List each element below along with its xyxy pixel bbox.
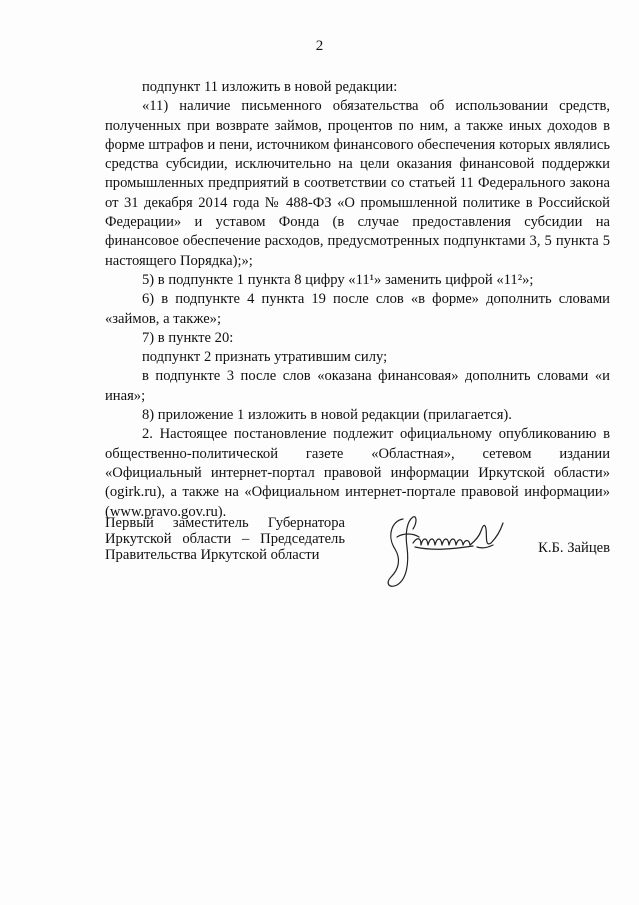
page-number: 2 [315, 38, 324, 54]
signer-title-line: Иркутской области – Председатель [105, 531, 345, 547]
paragraph: 8) приложение 1 изложить в новой редакции (прилагается). [142, 407, 512, 424]
signer-title-line: Первый заместитель Губернатора [105, 515, 345, 531]
paragraph: 2. Настоящее постановление подлежит официальному опубликованию в общественно-политической газете «Областная», сетевом издании «Официальный интернет-портал правовой информации Иркутской области» (ogirk.ru), а также на «Официальном интернет-портале правовой информации» (www.pravo.gov.ru). [105, 426, 610, 520]
handwritten-signature [373, 507, 523, 592]
paragraph: в подпункте 3 после слов «оказана финансовая» дополнить словами «и иная»; [105, 368, 610, 404]
document-body [105, 78, 610, 522]
signature-block [105, 515, 610, 595]
paragraph: «11) наличие письменного обязательства об использовании средств, полученных при возврате займов, процентов по ним, а также иных доходов в форме штрафов и пени, источником финансового обеспечения которых являлись средства субсидии, исключительно на цели оказания финансовой поддержки промышленных предприятий в соответствии со статьей 11 Федерального закона от 31 декабря 2014 года № 488-ФЗ «О промышленной политике в Российской Федерации» и уставом Фонда (в случае предоставления субсидии на финансовое обеспечение расходов, предусмотренных подпунктами 3, 5 пункта 5 настоящего Порядка);»; [105, 98, 610, 269]
signer-title-line: Правительства Иркутской области [105, 547, 320, 563]
paragraph: подпункт 2 признать утратившим силу; [142, 349, 388, 366]
paragraph: 5) в подпункте 1 пункта 8 цифру «11¹» заменить цифрой «11²»; [142, 271, 534, 288]
paragraph: 7) в пункте 20: [142, 329, 234, 346]
paragraph: 6) в подпункте 4 пункта 19 после слов «в форме» дополнить словами «займов, а также»; [105, 291, 610, 327]
signer-title [105, 515, 345, 563]
signer-name: К.Б. Зайцев [538, 540, 610, 556]
paragraph: подпункт 11 изложить в новой редакции: [142, 79, 398, 95]
